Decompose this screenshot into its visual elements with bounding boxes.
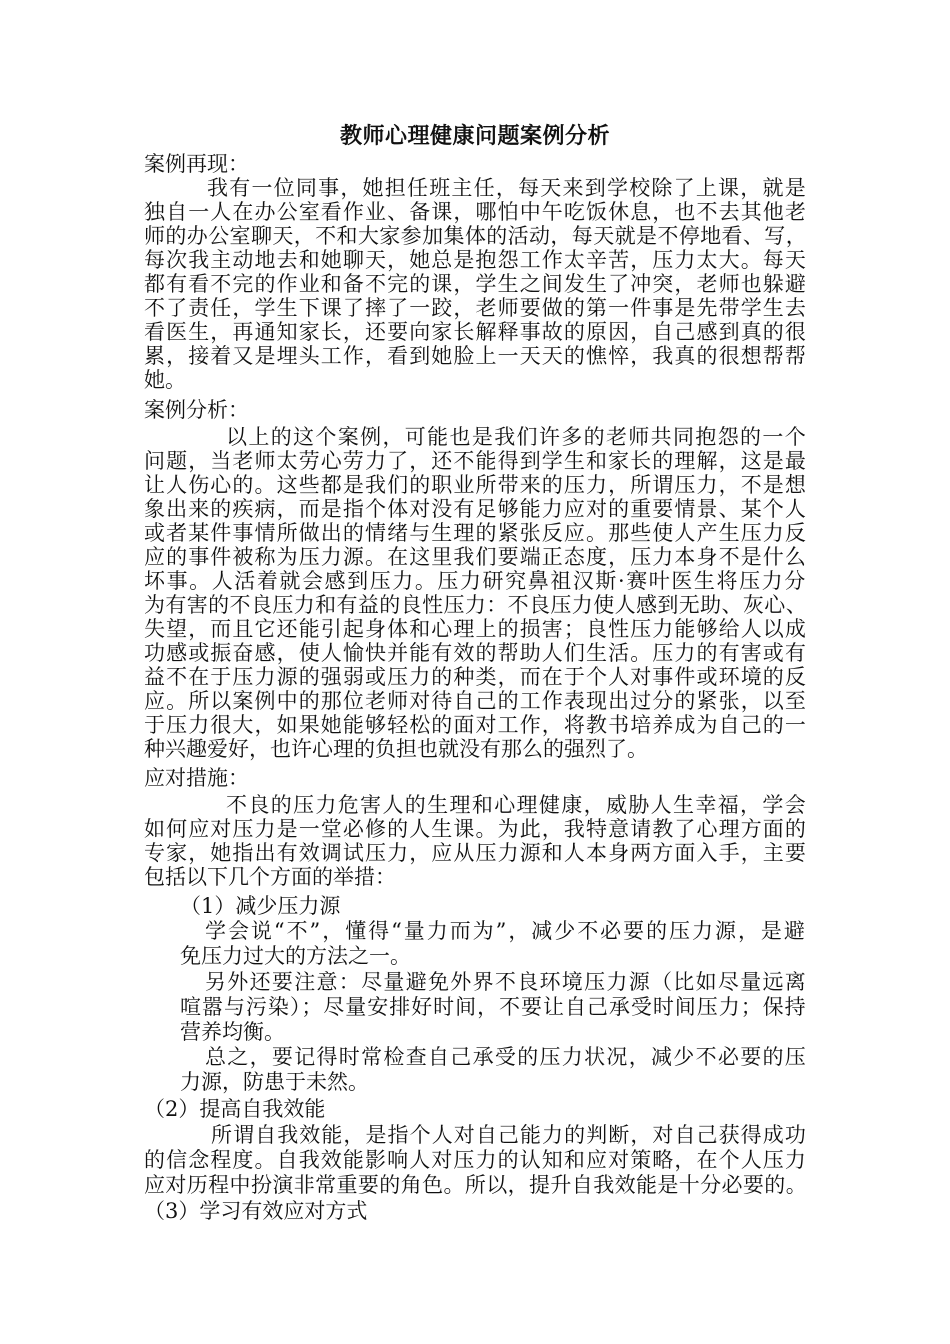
- text-line: 以上的这个案例，可能也是我们许多的老师共同抱怨的一个: [226, 425, 808, 449]
- text-line: 应。所以案例中的那位老师对待自己的工作表现出过分的紧张，以至: [144, 689, 807, 713]
- text-line: 每次我主动地去和她聊天，她总是抱怨工作太辛苦，压力太大。每天: [144, 248, 807, 272]
- text-line: 种兴趣爱好，也许心理的负担也就没有那么的强烈了。: [144, 737, 648, 761]
- text-line: 坏事。人活着就会感到压力。压力研究鼻祖汉斯·赛叶医生将压力分: [144, 569, 807, 593]
- text-line: （2）提高自我效能: [144, 1097, 326, 1121]
- text-line: 于压力很大，如果她能够轻松的面对工作，将教书培养成为自己的一: [144, 713, 807, 737]
- text-line: 我有一位同事，她担任班主任，每天来到学校除了上课，就是: [207, 176, 807, 200]
- document-title: 教师心理健康问题案例分析: [339, 124, 610, 149]
- text-line: 看医生，再通知家长，还要向家长解释事故的原因，自己感到真的很: [144, 320, 807, 344]
- text-line: 学会说“不”，懂得“量力而为”，减少不必要的压力源，是避: [205, 919, 807, 943]
- text-line: 喧嚣与污染）；尽量安排好时间，不要让自己承受时间压力；保持: [180, 995, 807, 1019]
- text-line: 累，接着又是埋头工作，看到她脸上一天天的憔悴，我真的很想帮帮: [144, 344, 807, 368]
- text-line: 益不在于压力源的强弱或压力的种类，而在于个人对事件或环境的反: [144, 665, 807, 689]
- text-line: 功感或振奋感，使人愉快并能有效的帮助人们生活。压力的有害或有: [144, 641, 807, 665]
- text-line: 的信念程度。自我效能影响人对压力的认知和应对策略，在个人压力: [144, 1148, 807, 1172]
- text-line: 失望，而且它还能引起身体和心理上的损害；良性压力能够给人以成: [144, 617, 807, 641]
- text-line: 她。: [144, 368, 186, 392]
- text-line: （1）减少压力源: [180, 894, 341, 918]
- text-line: 象出来的疾病，而是指个体对没有足够能力应对的重要情景、某个人: [144, 497, 807, 521]
- text-line: 案例分析：: [144, 398, 249, 422]
- text-line: 不良的压力危害人的生理和心理健康，威胁人生幸福，学会: [226, 793, 808, 817]
- text-line: 所谓自我效能，是指个人对自己能力的判断，对自己获得成功: [211, 1123, 807, 1147]
- text-line: 如何应对压力是一堂必修的人生课。为此，我特意请教了心理方面的: [144, 817, 807, 841]
- text-line: 都有看不完的作业和备不完的课，学生之间发生了冲突，老师也躲避: [144, 272, 807, 296]
- text-line: （3）学习有效应对方式: [144, 1199, 368, 1223]
- text-line: 师的办公室聊天，不和大家参加集体的活动，每天就是不停地看、写，: [144, 224, 808, 248]
- text-line: 让人伤心的。这些都是我们的职业所带来的压力，所谓压力，不是想: [144, 473, 807, 497]
- text-line: 不了责任，学生下课了摔了一跤，老师要做的第一件事是先带学生去: [144, 296, 807, 320]
- text-line: 应的事件被称为压力源。在这里我们要端正态度，压力本身不是什么: [144, 545, 807, 569]
- text-line: 应对历程中扮演非常重要的角色。所以，提升自我效能是十分必要的。: [144, 1173, 808, 1197]
- text-line: 为有害的不良压力和有益的良性压力：不良压力使人感到无助、灰心、: [144, 593, 808, 617]
- text-line: 总之，要记得时常检查自己承受的压力状况，减少不必要的压: [205, 1045, 808, 1069]
- text-line: 问题，当老师太劳心劳力了，还不能得到学生和家长的理解，这是最: [144, 449, 807, 473]
- text-line: 营养均衡。: [180, 1020, 285, 1044]
- text-line: 应对措施：: [144, 766, 249, 790]
- text-line: 案例再现：: [144, 152, 249, 176]
- text-line: 包括以下几个方面的举措：: [144, 865, 396, 889]
- text-line: 独自一人在办公室看作业、备课，哪怕中午吃饭休息，也不去其他老: [144, 200, 807, 224]
- text-line: 专家，她指出有效调试压力，应从压力源和人本身两方面入手，主要: [144, 841, 807, 865]
- text-line: 免压力过大的方法之一。: [180, 944, 411, 968]
- text-line: 力源，防患于未然。: [180, 1070, 369, 1094]
- text-line: 或者某件事情所做出的情绪与生理的紧张反应。那些使人产生压力反: [144, 521, 807, 545]
- text-line: 另外还要注意：尽量避免外界不良环境压力源（比如尽量远离: [205, 970, 808, 994]
